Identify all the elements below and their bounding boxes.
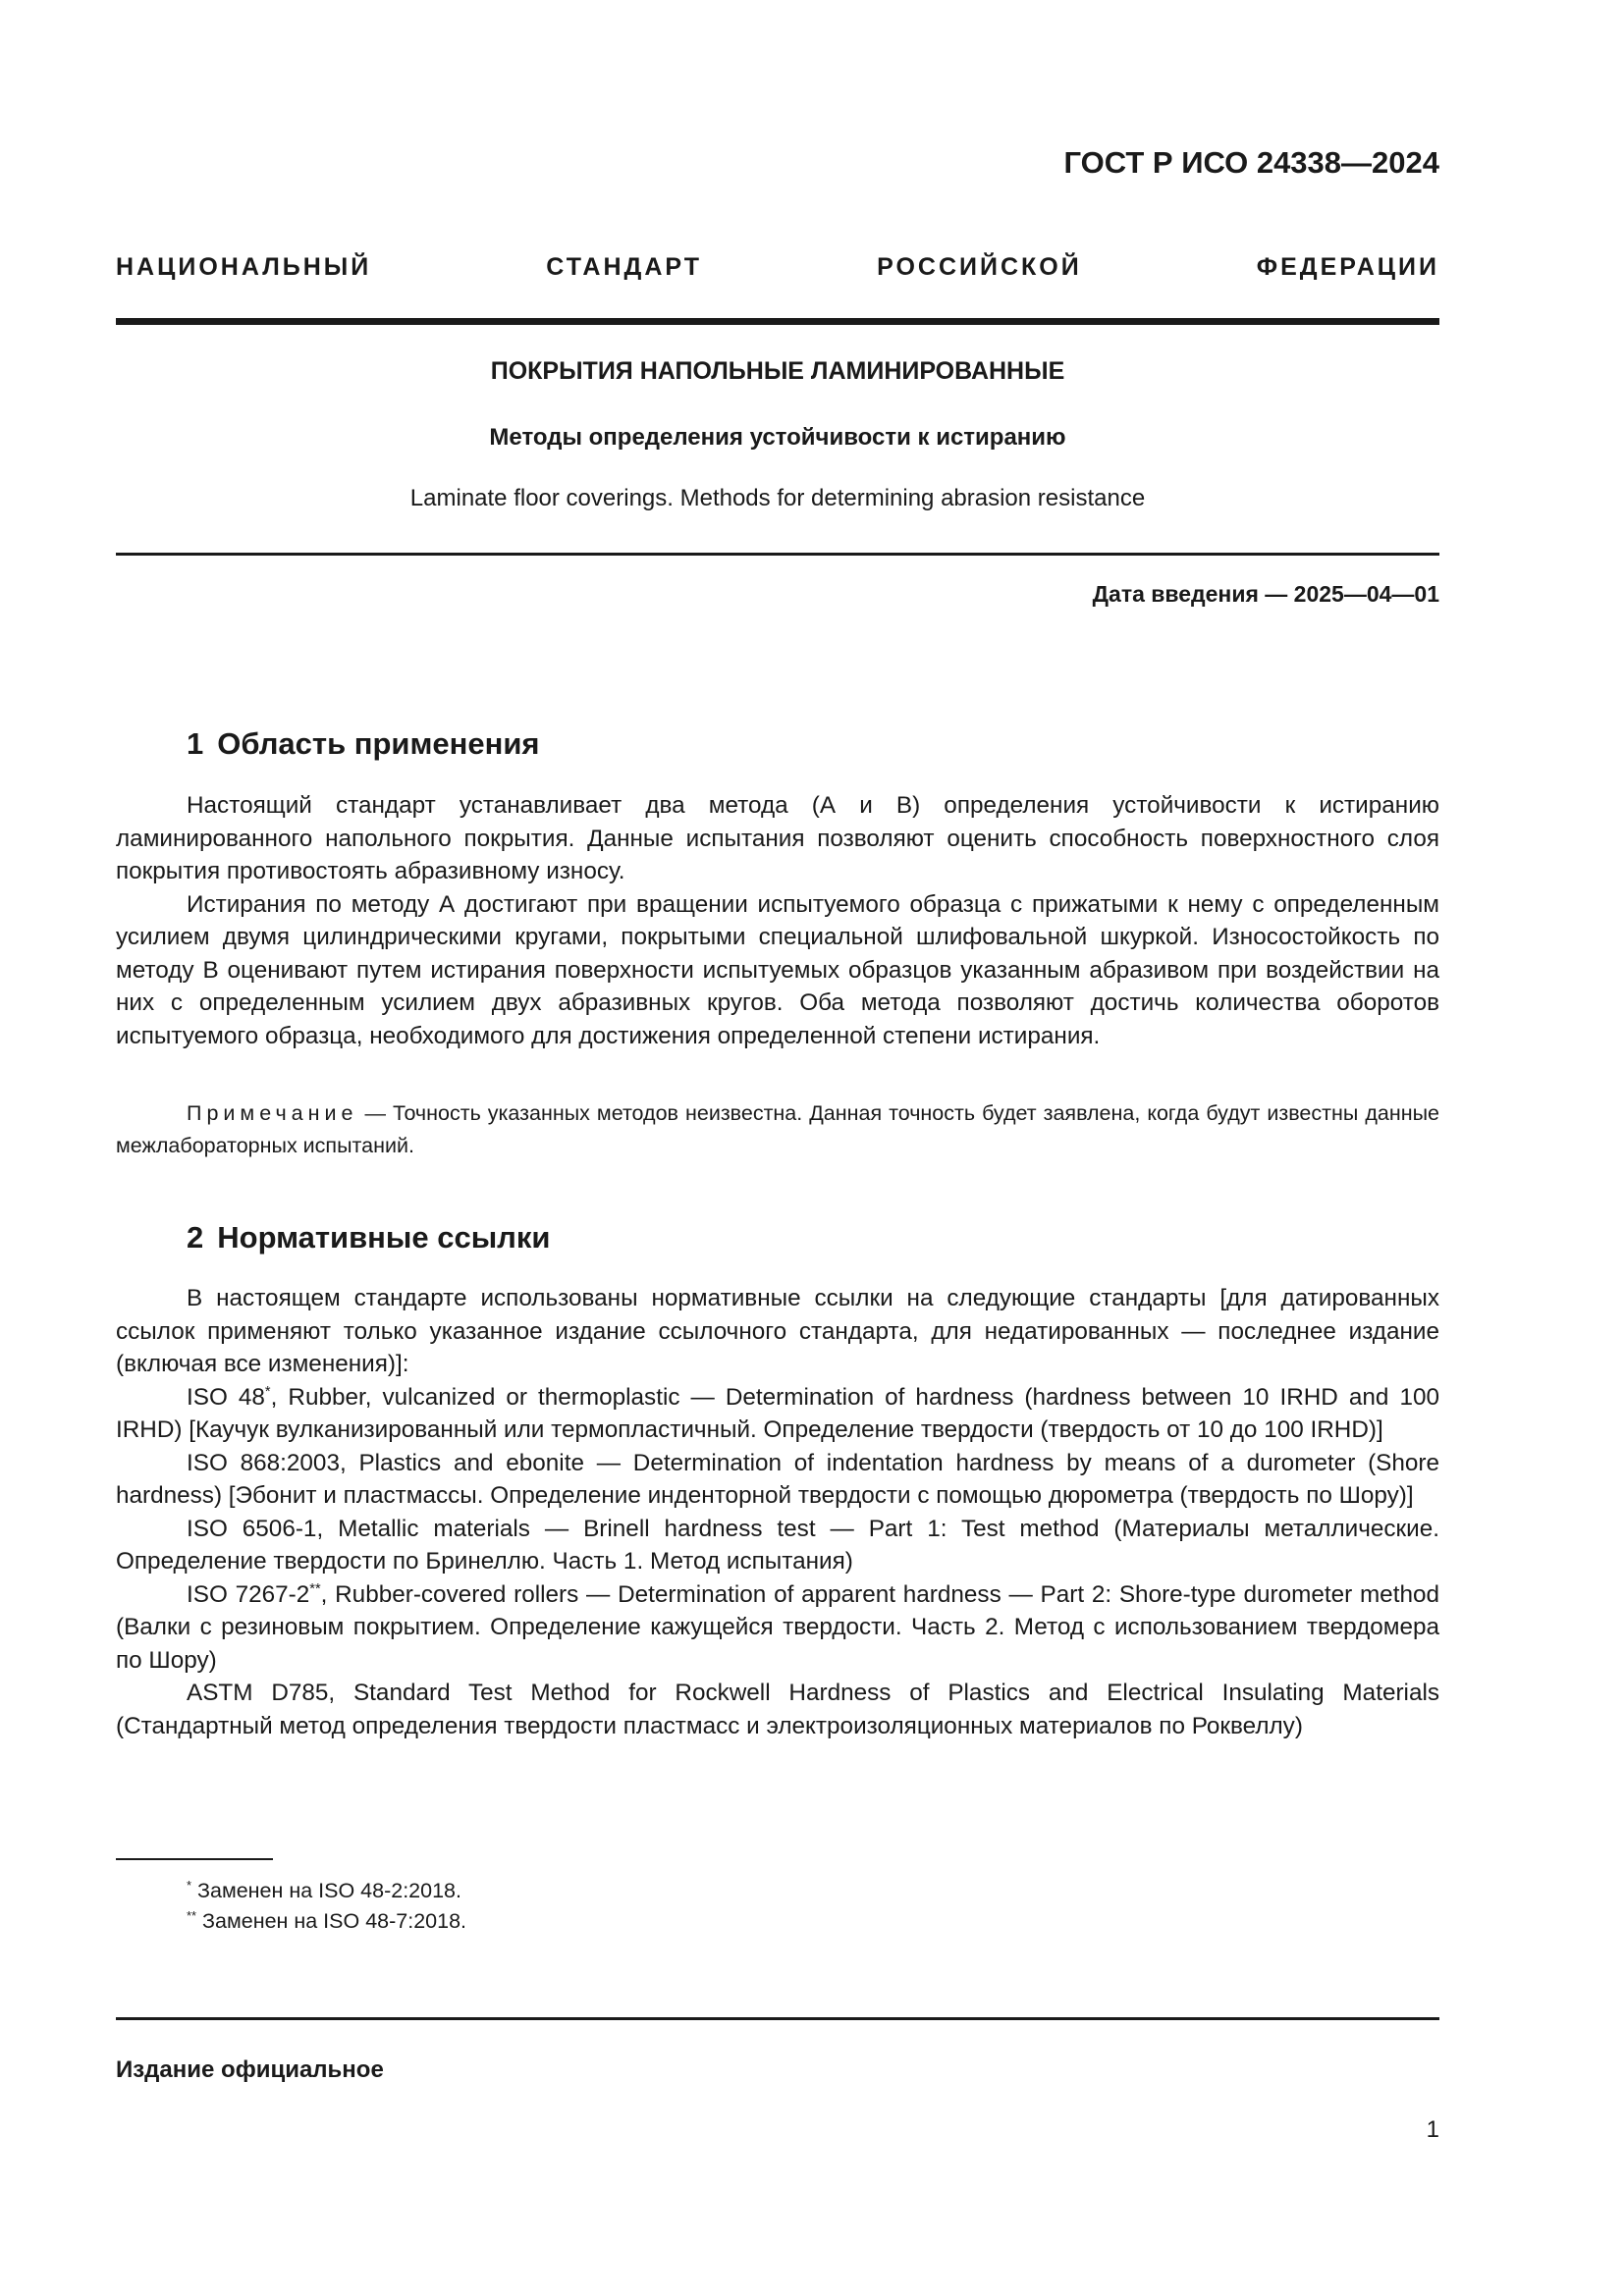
introduction-date: Дата введения — 2025—04—01 [1092,581,1439,607]
footnote-mark: * [187,1877,192,1893]
section-1-paragraph: Истирания по методу А достигают при вращении испытуемого образца с прижатыми к нему с определенным усилием двумя цилиндрическими кругами, покрытыми специальной шлифовальной шкуркой. Износостойкость по методу В оценивают путем истирания поверхности испытуемых образцов указанным абразивом при воздействии на них с определенным усилием двух абразивных кругов. Оба метода позволяют достичь количества оборотов испытуемого образца, необходимого для достижения определенной степени истирания. [116,890,1439,1049]
reference-code: ISO 868:2003 [187,1449,340,1476]
reference-text: , Rubber-covered rollers — Determination of apparent hardness — Part 2: Shore-type durometer method (Валки с резиновым покрытием. Определение кажущейся твердости. Часть 2. Метод с использованием твердомера по Шору) [116,1580,1439,1674]
reference-code: ASTM D785 [187,1680,329,1706]
reference-text: , Metallic materials — Brinell hardness test — Part 1: Test method (Материалы металлические. Определение твердости по Бринеллю. Часть 1. Метод испытания) [116,1515,1439,1575]
footnotes [187,1876,466,1937]
section-1-heading [187,726,540,762]
official-edition-label: Издание официальное [116,2056,384,2083]
document-number: ГОСТ Р ИСО 24338—2024 [1063,145,1439,180]
footnote-text: Заменен на ISO 48-2:2018. [191,1879,461,1902]
section-2-heading [187,1220,550,1255]
section-1-paragraph: Настоящий стандарт устанавливает два метода (А и В) определения устойчивости к истиранию ламинированного напольного покрытия. Данные испытания позволяют оценить способность поверхностного слоя покрытия противостоять абразивному износу. [116,792,1439,884]
reference-text: , Rubber, vulcanized or thermoplastic — Determination of hardness (hardness between 10 IRHD and 100 IRHD) [Каучук вулканизированный или термопластичный. Определение твердости (твердость от 10 до 100 IRHD)] [116,1383,1439,1443]
note-text: — Точность указанных методов неизвестна. Данная точность будет заявлена, когда будут известны данные межлабораторных испытаний. [116,1101,1439,1157]
normative-reference [116,1513,1439,1578]
section-2-intro: В настоящем стандарте использованы нормативные ссылки на следующие стандарты [для датированных ссылок применяют только указанное издание ссылочного стандарта, для недатированных — последнее издание (включая все изменения)]: [116,1285,1439,1377]
reference-text: , Plastics and ebonite — Determination of indentation hardness by means of a durometer (Shore hardness) [Эбонит и пластмассы. Определение инденторной твердости с помощью дюрометра (твердость по Шору)] [116,1449,1439,1509]
section-2-body [116,1282,1439,1742]
normative-reference [116,1381,1439,1447]
normative-reference [116,1447,1439,1513]
section-1-number: 1 [187,726,204,761]
reference-code: ISO 6506-1 [187,1515,317,1542]
normative-reference [116,1677,1439,1742]
reference-code: ISO 48 [187,1383,265,1411]
reference-code: ISO 7267-2 [187,1580,310,1608]
footnote [187,1906,466,1937]
normative-reference [116,1578,1439,1678]
footnote-mark: ** [309,1580,321,1597]
header-divider [116,318,1439,325]
section-2-number: 2 [187,1220,204,1255]
footnote-mark: ** [187,1907,197,1923]
section-1-note [116,1097,1439,1162]
footer-divider [116,2017,1439,2020]
document-subtitle: Методы определения устойчивости к истиранию [489,424,1066,451]
section-2-title: Нормативные ссылки [217,1220,551,1255]
note-label: Примечание [187,1101,358,1125]
document-title: ПОКРЫТИЯ НАПОЛЬНЫЕ ЛАМИНИРОВАННЫЕ [490,357,1065,385]
title-divider [116,553,1439,556]
section-1-body [116,789,1439,1052]
footnote-divider [116,1858,273,1860]
national-standard-heading: НАЦИОНАЛЬНЫЙ СТАНДАРТ РОССИЙСКОЙ ФЕДЕРАЦИИ [116,253,1439,281]
page-number: 1 [1426,2116,1439,2143]
reference-text: , Standard Test Method for Rockwell Hardness of Plastics and Electrical Insulating Materials (Стандартный метод определения твердости пластмасс и электроизоляционных материалов по Роквеллу) [116,1680,1440,1739]
footnote-mark: * [264,1383,271,1400]
document-title-english: Laminate floor coverings. Methods for determining abrasion resistance [409,485,1146,511]
footnote [187,1876,466,1906]
footnote-text: Заменен на ISO 48-7:2018. [196,1909,467,1933]
section-1-title: Область применения [217,726,540,761]
